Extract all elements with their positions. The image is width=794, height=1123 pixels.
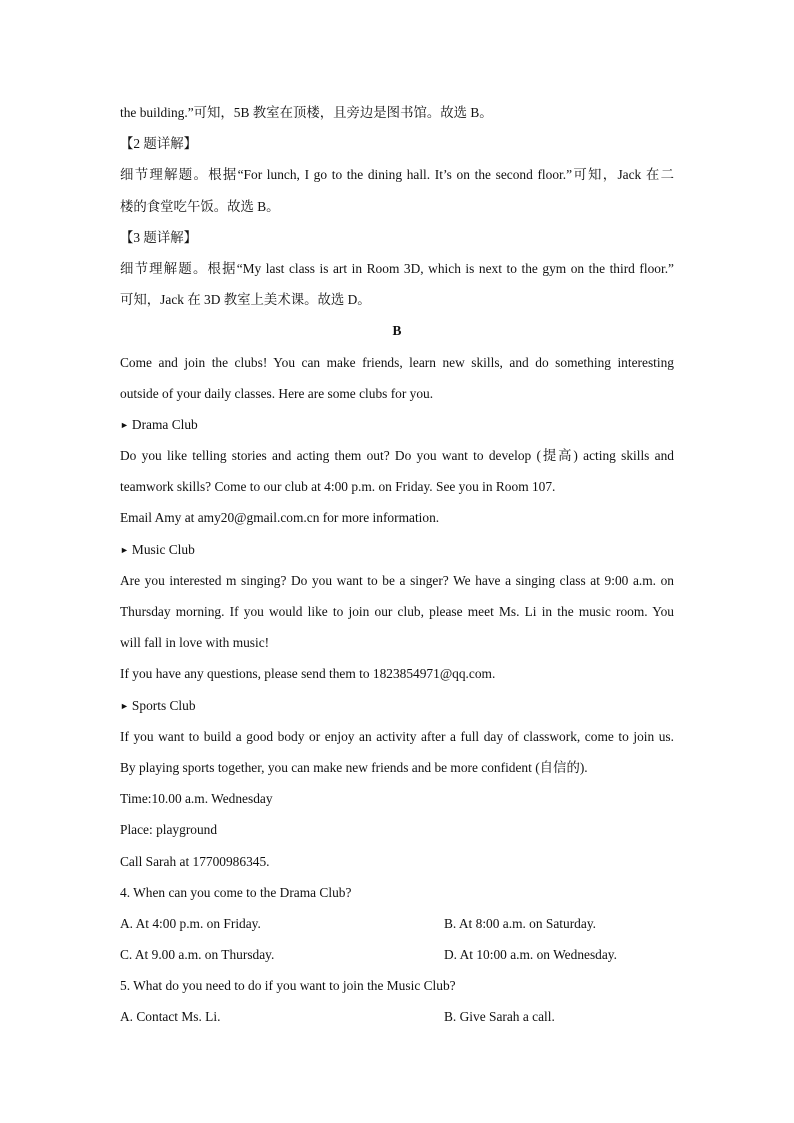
q2-explanation-line1: 细节理解题。根据“For lunch, I go to the dining hall. It’s on the second floor.”可知，Jack 在二 [120,167,674,183]
q2-heading: 【2 题详解】 [120,136,197,152]
q2-explanation-line2: 楼的食堂吃午饭。故选 B。 [120,198,280,214]
question-4: 4. When can you come to the Drama Club? [120,884,352,900]
triangle-right-icon: ► [120,544,129,555]
q4-option-a: A. At 4:00 p.m. on Friday. [120,915,261,931]
sports-club-title: Sports Club [131,697,196,713]
music-line1: Are you interested m singing? Do you want to be a singer? We have a singing class at 9:00 a.m. on [120,572,674,588]
q4-option-d: D. At 10:00 a.m. on Wednesday. [444,947,617,963]
q3-heading: 【3 题详解】 [120,229,197,245]
triangle-right-icon: ► [120,419,129,430]
music-line4: If you have any questions, please send them to 1823854971@qq.com. [120,666,496,682]
document-page [120,97,674,1033]
q3-explanation-line2: 可知，Jack 在 3D 教室上美术课。故选 D。 [120,292,371,308]
prev-answer-line: the building.”可知，5B 教室在顶楼，且旁边是图书馆。故选 B。 [120,105,493,120]
q5-option-a: A. Contact Ms. Li. [120,1009,221,1025]
q4-option-c: C. At 9.00 a.m. on Thursday. [120,947,275,963]
sports-line2: By playing sports together, you can make new friends and be more confident (自信的). [120,759,588,775]
music-line3: will fall in love with music! [120,635,270,651]
drama-line3: Email Amy at amy20@gmail.com.cn for more information. [120,510,440,526]
sports-line1: If you want to build a good body or enjoy an activity after a full day of classwork, come to join us. [120,728,674,744]
sports-club-heading [120,690,674,721]
triangle-right-icon: ► [120,700,129,711]
drama-club-heading [120,409,674,440]
section-b-title: B [392,323,402,339]
music-club-heading [120,534,674,565]
drama-line2: teamwork skills? Come to our club at 4:00 p.m. on Friday. See you in Room 107. [120,479,556,495]
question-5: 5. What do you need to do if you want to join the Music Club? [120,978,456,994]
music-club-title: Music Club [131,541,195,557]
question-4-options-row1 [120,908,674,939]
drama-club-title: Drama Club [131,416,198,432]
question-4-options-row2 [120,939,674,970]
sports-call: Call Sarah at 17700986345. [120,853,270,869]
question-5-options-row1 [120,1001,674,1032]
q5-option-b: B. Give Sarah a call. [444,1009,555,1025]
q4-option-b: B. At 8:00 a.m. on Saturday. [444,915,596,931]
sports-time: Time:10.00 a.m. Wednesday [120,791,273,807]
section-b-intro-line1: Come and join the clubs! You can make friends, learn new skills, and do something interesting [120,354,674,370]
music-line2: Thursday morning. If you would like to join our club, please meet Ms. Li in the music room. You [120,604,674,619]
section-b-intro-line2: outside of your daily classes. Here are some clubs for you. [120,385,434,401]
q3-explanation-line1: 细节理解题。根据“My last class is art in Room 3D, which is next to the gym on the third floor.” [120,260,674,276]
drama-line1: Do you like telling stories and acting them out? Do you want to develop (提高) acting skills and [120,448,674,464]
sports-place: Place: playground [120,822,218,838]
